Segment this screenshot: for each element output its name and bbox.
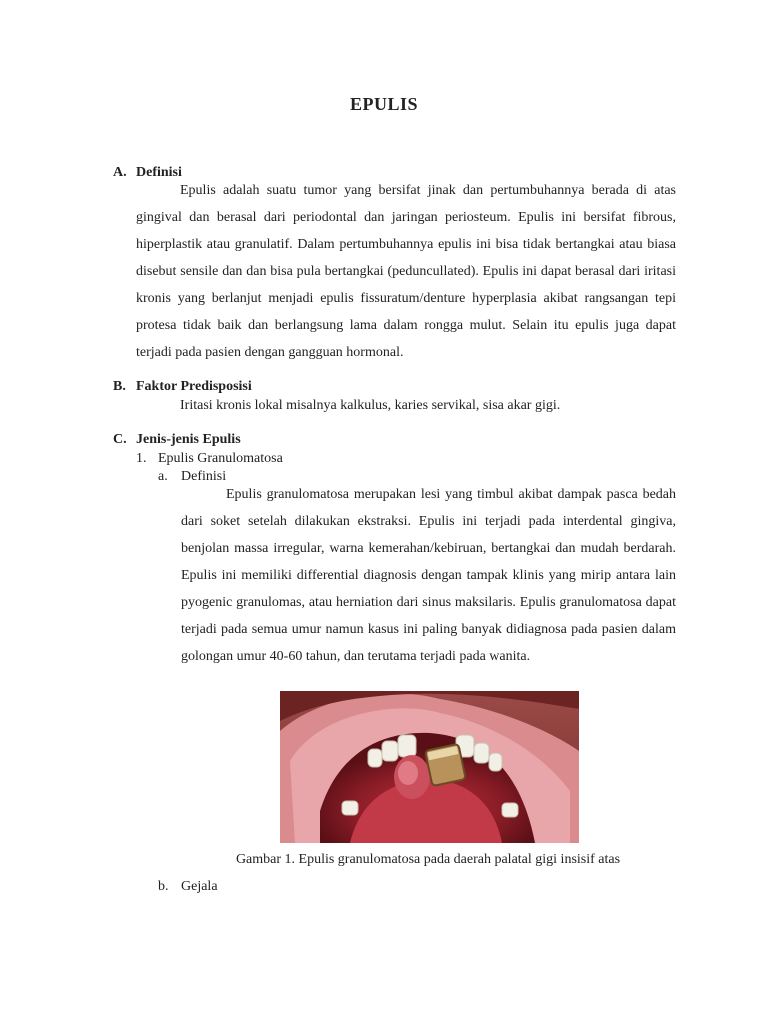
list-item-1-label: 1. xyxy=(136,451,147,466)
figure-photo xyxy=(280,691,579,843)
section-b-title: Faktor Predisposisi xyxy=(136,379,252,394)
section-a-label: A. xyxy=(113,165,127,180)
mouth-photo-image xyxy=(280,691,579,843)
sub-item-b xyxy=(158,879,218,895)
document-title: EPULIS xyxy=(349,94,419,114)
sub-item-a-title: Definisi xyxy=(181,469,227,484)
sub-item-b-title: Gejala xyxy=(181,879,218,894)
section-b-body: Iritasi kronis lokal misalnya kalkulus, karies servikal, sisa akar gigi. xyxy=(180,398,561,413)
sub-item-b-label: b. xyxy=(158,879,169,894)
section-c-heading xyxy=(113,432,241,448)
section-b-heading xyxy=(113,379,252,395)
section-a-body: Epulis adalah suatu tumor yang bersifat jinak dan pertumbuhannya berada di atas gingival dan berasal dari periodontal dan jaringan periosteum. Epulis ini bersifat fibrous, hiperplastik atau granulatif. Dalam pertumbuhannya epulis ini bisa tidak bertangkai atau biasa disebut sensile dan dan bisa pula bertangkai (peduncullated). Epulis ini dapat berasal dari iritasi kronis yang berlanjut menjadi epulis fissuratum/denture hyperplasia akibat rangsangan tepi protesa tidak baik dan berlangsung lama dalam rongga mulut. Selain itu epulis juga dapat terjadi pada pasien dengan gangguan hormonal. xyxy=(136,183,676,360)
sub-item-a-label: a. xyxy=(158,469,168,484)
list-item-1-title: Epulis Granulomatosa xyxy=(158,451,283,466)
list-item-1 xyxy=(136,451,283,467)
figure-caption: Gambar 1. Epulis granulomatosa pada daerah palatal gigi insisif atas xyxy=(235,852,621,867)
section-a-title: Definisi xyxy=(136,165,182,180)
sub-item-a-body: Epulis granulomatosa merupakan lesi yang timbul akibat dampak pasca bedah dari soket setelah dilakukan ekstraksi. Epulis ini terjadi pada interdental gingiva, benjolan massa irregular, warna kemerahan/kebiruan, bertangkai dan mudah berdarah. Epulis ini memiliki differential diagnosis dengan tampak klinis yang mirip antara lain pyogenic granulomas, atau herniation dari sinus maksilaris. Epulis granulomatosa dapat terjadi pada semua umur namun kasus ini paling banyak didiagnosa pada pasien dalam golongan umur 40-60 tahun, dan terutama terjadi pada wanita. xyxy=(181,487,676,664)
section-b-label: B. xyxy=(113,379,126,394)
section-c-label: C. xyxy=(113,432,127,447)
section-c-title: Jenis-jenis Epulis xyxy=(136,432,241,447)
